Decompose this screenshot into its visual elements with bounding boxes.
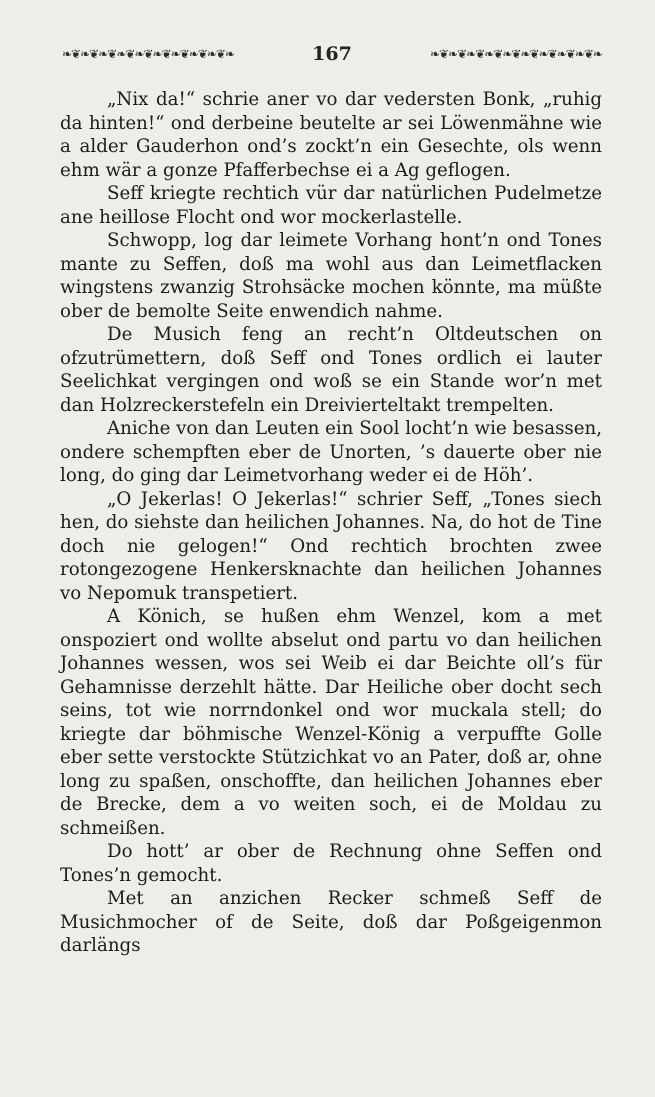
paragraph: Aniche von dan Leuten ein Sool locht’n wie besassen, ondere schempften eber de Unorten, ’s dauerte ober nie long, do ging dar Leimetvorhang weder ei de Höh’. bbox=[60, 418, 602, 486]
paragraph: Seff kriegte rechtich vür dar natürlichen Pudelmetze ane heillose Flocht ond wor mockerlastelle. bbox=[60, 183, 602, 228]
page-header bbox=[62, 40, 602, 68]
paragraph: „Nix da!“ schrie aner vo dar vedersten Bonk, „ruhig da hinten!“ ond derbeine beutelte ar sei Löwenmähne wie a alder Gauderhon ond’s zockt’n ein Gesechte, ols wenn ehm wär a gonze Pfafferbechse ei a Ag geflogen. bbox=[60, 89, 602, 181]
paragraph: Schwopp, log dar leimete Vorhang hont’n ond Tones mante zu Seffen, doß ma wohl aus dan Leimetflacken wingstens zwanzig Strohsäcke mochen könnte, ma müßte ober de bemolte Seite enwendich nahme. bbox=[60, 230, 602, 322]
body-text bbox=[60, 88, 602, 958]
header-ornament-left: ❧❦❧❦❧❦❧❦❧❦❧❦❧❦❧❦❧❦❧ bbox=[62, 47, 235, 61]
page-number: 167 bbox=[312, 43, 352, 65]
paragraph: Met an anzichen Recker schmeß Seff de Musichmocher of de Seite, doß dar Poßgeigenmon darlängs bbox=[60, 888, 602, 956]
paragraph: De Musich feng an recht’n Oltdeutschen on ofzutrümettern, doß Seff ond Tones ordlich ei lauter Seelichkat vergingen ond woß se ein Stande wor’n met dan Holzreckerstefeln ein Dreivierteltakt trempelten. bbox=[60, 324, 602, 416]
paragraph: „O Jekerlas! O Jekerlas!“ schrier Seff, „Tones siech hen, do siehste dan heilichen Johannes. Na, do hot de Tine doch nie gelogen!“ Ond rechtich brochten zwee rotongezogene Henkersknachte dan heilichen Johannes vo Nepomuk transpetiert. bbox=[60, 488, 602, 604]
header-ornament-right: ❧❦❧❦❧❦❧❦❧❦❧❦❧❦❧❦❧❦❧ bbox=[429, 47, 602, 61]
paragraph: A Könich, se hußen ehm Wenzel, kom a met onspoziert ond wollte abselut ond partu vo dan heilichen Johannes wessen, wos sei Weib ei dar Beichte oll’s für Gehamnisse derzehlt hätte. Dar Heiliche ober docht sech seins, tot wie norrndonkel ond wor muckala stell; do kriegte dar böhmische Wenzel-König a verpuffte Golle eber sette verstockte Stützichkat vo an Pater, doß ar, ohne long zu spaßen, onschoffte, dan heilichen Johannes eber de Brecke, dem a vo weiten soch, ei de Moldau zu schmeißen. bbox=[60, 606, 602, 839]
paragraph: Do hott’ ar ober de Rechnung ohne Seffen ond Tones’n gemocht. bbox=[60, 841, 602, 886]
